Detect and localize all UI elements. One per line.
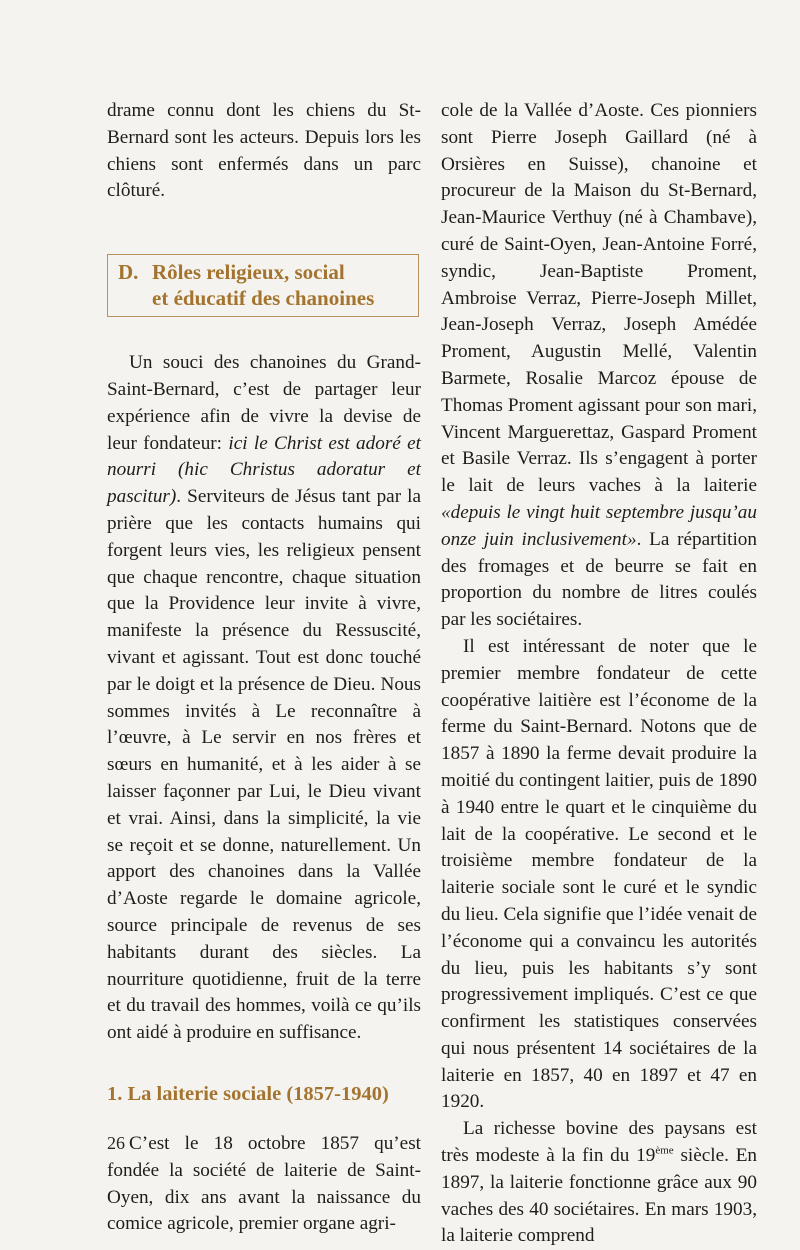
right-column [441, 98, 757, 1250]
section-heading-box [107, 254, 419, 317]
motto-italic: ici le Christ est adoré et nourri (hic Christus adoratur et pascitur) [107, 432, 421, 508]
text-span: siècle. En 1897, la laiterie fonctionne grâce aux 90 vaches des 40 sociétaires. En mars 1903, la laiterie comprend [441, 1145, 758, 1247]
section-title-1: Rôles religieux, social [152, 260, 345, 285]
paragraph-pioneers [441, 98, 757, 634]
section-letter: D. [118, 260, 139, 285]
paragraph-cooperative: Il est intéressant de noter que le premier membre fondateur de cette coopérative laitière est l’économe de la ferme du Saint-Bernard. Notons que de 1857 à 1890 la ferme devait produire la moitié du contingent laitier, puis de 1890 à 1940 entre le quart et le cinquième du lait de la coopérative. Le second et le troisième membre fondateur de la laiterie sociale sont le curé et le syndic du lieu. Cela signifie que l’idée venait de l’économe qui a convaincu les autorités du lieu, puis les habitants s’y sont progressivement impliqués. C’est ce que confirment les statistiques conservées qui nous présentent 14 sociétaires de la laiterie en 1857, 40 en 1897 et 47 en 1920. [441, 635, 757, 1113]
superscript: ème [655, 1144, 674, 1157]
paragraph-dogs: drame connu dont les chiens du St-Bernard sont les acteurs. Depuis lors les chiens sont enfermés dans un parc clôturé. [107, 100, 421, 202]
text-span: cole de la Vallée d’Aoste. Ces pionniers sont Pierre Joseph Gaillard (né à Orsières en Suisse), chanoine et procureur de la Maison du St-Bernard, Jean-Maurice Verthuy (né à Chambave), curé de Saint-Oyen, Jean-Antoine Forré, syndic, Jean-Baptiste Proment, Ambroise Verraz, Pierre-Joseph Millet, Jean-Joseph Verraz, Joseph Amédée Proment, Augustin Mellé, Valentin Barmete, Rosalie Marcoz épouse de Thomas Proment agissant pour son mari, Vincent Marguerettaz, Gaspard Proment et Basile Verraz. Ils s’engagent à porter le lait de leurs vaches à la laiterie [441, 100, 757, 497]
quote-italic: «depuis le vingt huit septembre jusqu’au onze juin inclusivement» [441, 501, 757, 550]
paragraph-cattle [441, 1116, 757, 1250]
subsection-heading: 1. La laiterie sociale (1857-1940) [107, 1082, 389, 1105]
section-title-2: et éducatif des chanoines [152, 286, 375, 311]
text-span: . La répartition des fromages et de beurre se fait en proportion du nombre de litres coulés par les sociétaires. [441, 528, 757, 631]
paragraph-canons [107, 350, 421, 1047]
page-number: 26 [107, 1133, 125, 1153]
left-column [107, 98, 421, 1238]
text-span: Un souci des chanoines du Grand-Saint-Bernard, c’est de partager leur expérience afin de vivre la devise de leur fondateur: [107, 352, 421, 454]
text-span: . Serviteurs de Jésus tant par la prière que les contacts humains qui forgent leurs vies, les religieux pensent que chaque rencontre, chaque situation que la Providence leur invite à vivre, manifeste la présence du Ressuscité, vivant et agissant. Tout est donc touché par le doigt et la présence de Dieu. Nous sommes invités à Le reconnaître à l’œuvre, à Le servir en nos frères et sœurs en humanité, et à les aider à se laisser façonner par Lui, le Dieu vivant et vrai. Ainsi, dans la simplicité, la vie se reçoit et se donne, naturellement. Un apport des chanoines dans la Vallée d’Aoste regarde le domaine agricole, source principale de revenus de ses habitants durant des siècles. La nourriture quotidienne, fruit de la terre et du travail des hommes, voilà ce qu’ils ont aidé à produire en suffisance. [107, 486, 421, 1044]
paragraph-founding: C’est le 18 octobre 1857 qu’est fondée la société de laiterie de Saint-Oyen, dix ans avant la naissance du comice agricole, premier organe agri- [107, 1132, 421, 1235]
text-span: La richesse bovine des paysans est très modeste à la fin du 19 [441, 1118, 757, 1167]
section-heading-line1 [118, 259, 410, 285]
